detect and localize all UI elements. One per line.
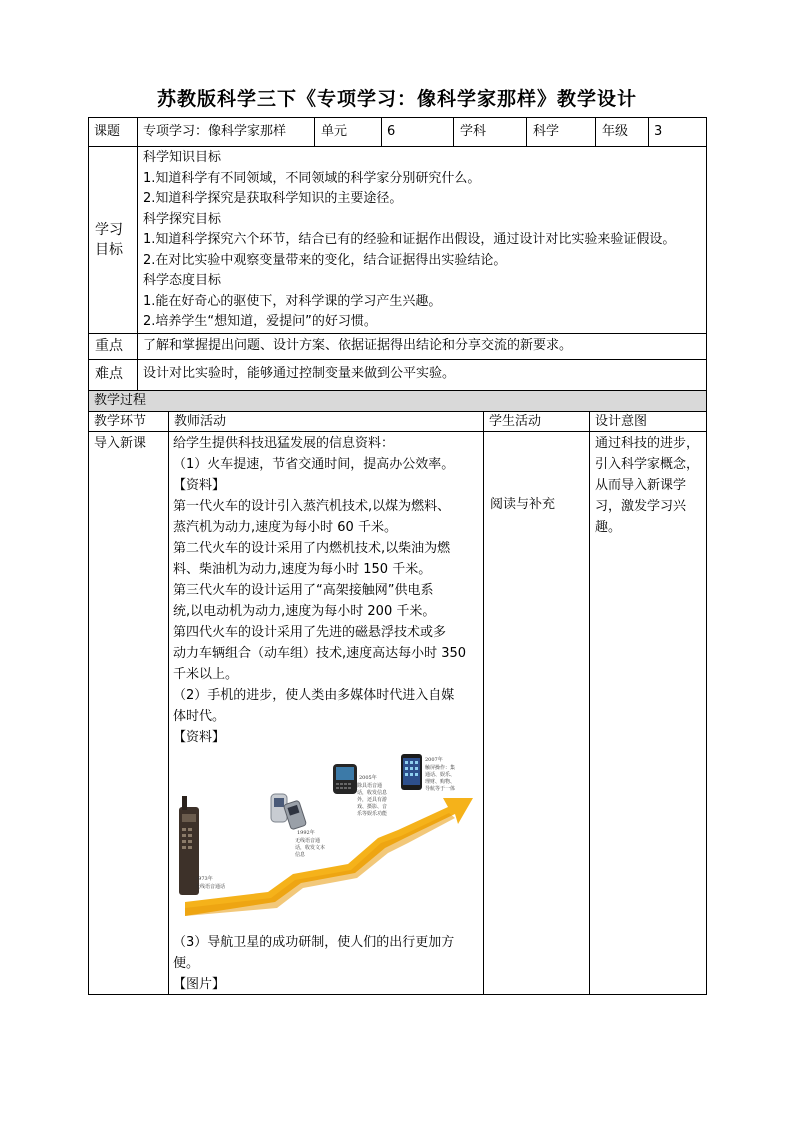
header-design: 设计意图 — [595, 414, 648, 429]
objective-line: 2.培养学生“想知道，爱提问”的好习惯。 — [143, 314, 377, 329]
objective-line: 1.知道科学有不同领域，不同领域的科学家分别研究什么。 — [143, 170, 481, 186]
topic-value: 专项学习：像科学家那样 — [143, 124, 287, 139]
table-border — [88, 146, 706, 147]
cell-divider — [595, 117, 596, 146]
objectives-list — [143, 148, 675, 333]
cell-divider — [137, 117, 138, 391]
design-line: 趣。 — [595, 520, 622, 535]
cell-divider — [483, 411, 484, 995]
teacher-line: 蒸汽机为动力,速度为每小时 60 千米。 — [173, 520, 397, 535]
teacher-line: 便。 — [173, 956, 200, 971]
cell-divider — [314, 117, 315, 146]
teacher-line: 动力车辆组合（动车组）技术,速度高达每小时 350 — [173, 646, 467, 661]
table-border — [88, 359, 706, 360]
caption-1992-line: 信息 — [295, 852, 306, 858]
caption-2007-line: 理财、购物、 — [425, 779, 456, 785]
objective-line: 科学知识目标 — [143, 150, 222, 165]
teacher-line: （3）导航卫星的成功研制，使人们的出行更加方 — [173, 935, 455, 950]
teacher-line: 千米以上。 — [173, 667, 239, 682]
objective-line: 1.能在好奇心的驱使下，对科学课的学习产生兴趣。 — [143, 293, 442, 309]
cell-divider — [526, 117, 527, 146]
design-line: 从而导入新课学 — [595, 478, 687, 493]
design-line: 引入科学家概念， — [595, 457, 700, 472]
teacher-line: 【资料】 — [173, 478, 226, 493]
unit-value: 6 — [387, 124, 396, 139]
phone-2007-icon — [401, 754, 422, 790]
caption-2007-line: 触屏操作：集 — [425, 765, 456, 771]
teacher-line: 【图片】 — [173, 977, 226, 992]
caption-2005-line: 外，还具有游 — [357, 797, 388, 803]
objectives-label-line1: 学习 — [95, 222, 123, 238]
caption-1973-year: 1973年 — [195, 876, 213, 882]
caption-2005-year: 2005年 — [359, 775, 377, 781]
teacher-line: 体时代。 — [173, 709, 226, 724]
caption-1973-text: 无线语音通话 — [195, 884, 226, 890]
design-line: 通过科技的进步， — [595, 436, 700, 451]
page-title: 苏教版科学三下《专项学习：像科学家那样》教学设计 — [156, 88, 637, 110]
cell-divider — [381, 117, 382, 146]
objective-line: 科学探究目标 — [143, 211, 222, 227]
table-border-right — [706, 117, 707, 995]
caption-2007-year: 2007年 — [425, 757, 443, 763]
stage-name: 导入新课 — [94, 436, 147, 451]
grade-label: 年级 — [602, 124, 629, 139]
caption-1992-line: 话，收发文本 — [295, 845, 326, 851]
cell-divider — [648, 117, 649, 146]
teacher-line: 统,以电动机为动力,速度为每小时 200 千米。 — [173, 604, 436, 619]
header-teacher: 教师活动 — [174, 414, 227, 429]
objective-line: 科学态度目标 — [143, 273, 222, 288]
teacher-line: 料、柴油机为动力,速度为每小时 150 千米。 — [173, 562, 432, 577]
key-points-value: 了解和掌握提出问题、设计方案、依据证据得出结论和分享交流的新要求。 — [143, 338, 573, 353]
teacher-activity-continued — [173, 932, 454, 995]
table-border-left — [88, 117, 89, 995]
objective-line: 1.知道科学探究六个环节，结合已有的经验和证据作出假设，通过设计对比实验来验证假设。 — [143, 232, 676, 247]
subject-label: 学科 — [460, 124, 487, 139]
teacher-line: 第一代火车的设计引入蒸汽机技术,以煤为燃料、 — [173, 499, 451, 514]
phone-2005-icon — [333, 764, 357, 794]
teacher-line: 第三代火车的设计运用了“高架接触网”供电系 — [173, 583, 434, 598]
teacher-line: 第四代火车的设计采用了先进的磁悬浮技术或多 — [173, 625, 447, 640]
cell-divider — [453, 117, 454, 146]
header-student: 学生活动 — [489, 414, 542, 429]
section-title: 教学过程 — [94, 393, 147, 408]
difficulties-value: 设计对比实验时，能够通过控制变量来做到公平实验。 — [143, 366, 456, 381]
objectives-label-line2: 目标 — [95, 242, 123, 258]
unit-label: 单元 — [321, 124, 348, 139]
table-border — [88, 431, 706, 432]
header-stage: 教学环节 — [94, 414, 147, 429]
design-intent — [595, 433, 699, 538]
grade-value: 3 — [654, 124, 663, 139]
design-line: 习，激发学习兴 — [595, 499, 687, 514]
table-border — [88, 333, 706, 334]
table-border-top — [88, 117, 706, 118]
subject-value: 科学 — [533, 124, 560, 139]
teacher-line: 【资料】 — [173, 730, 226, 745]
table-border — [88, 390, 706, 391]
teacher-line: 第二代火车的设计采用了内燃机技术,以柴油为燃 — [173, 541, 451, 556]
teacher-line: 给学生提供科技迅猛发展的信息资料： — [173, 436, 395, 451]
caption-2005-line: 话，收发信息 — [357, 790, 388, 796]
difficulties-label: 难点 — [95, 366, 123, 382]
cell-divider — [168, 411, 169, 995]
teacher-line: （1）火车提速，节省交通时间，提高办公效率。 — [173, 457, 455, 472]
student-activity: 阅读与补充 — [490, 497, 556, 512]
cell-divider — [589, 411, 590, 995]
caption-2005-line: 乐等娱乐功能 — [357, 811, 388, 817]
caption-1992-year: 1992年 — [297, 830, 315, 836]
caption-2005-line: 除具语音通 — [357, 783, 383, 789]
caption-2005-line: 戏、摄影、音 — [357, 804, 388, 810]
topic-label: 课题 — [94, 124, 121, 139]
phone-evolution-image — [173, 752, 483, 924]
key-points-label: 重点 — [95, 338, 123, 354]
caption-2007-line: 通话、娱乐、 — [425, 772, 456, 778]
caption-1992-line: 无线语音通 — [295, 838, 321, 844]
teacher-line: （2）手机的进步，使人类由多媒体时代进入自媒 — [173, 688, 455, 703]
objective-line: 2.在对比实验中观察变量带来的变化，结合证据得出实验结论。 — [143, 252, 507, 268]
objective-line: 2.知道科学探究是获取科学知识的主要途径。 — [143, 191, 403, 206]
section-header-bg — [88, 391, 706, 411]
caption-2007-line: 导航等于一体 — [425, 786, 456, 792]
teacher-activity — [173, 433, 466, 748]
table-border — [88, 411, 706, 412]
